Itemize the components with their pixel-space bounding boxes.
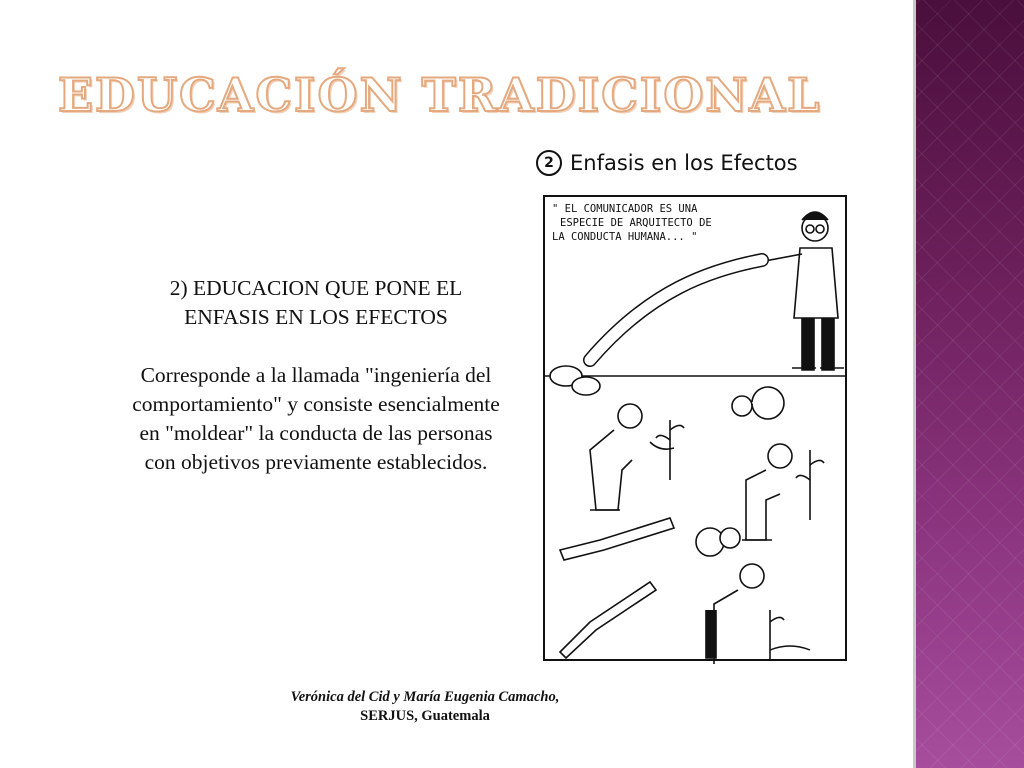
winding-arm (590, 260, 762, 360)
body-heading-line-2: ENFASIS EN LOS EFECTOS (184, 305, 448, 329)
cartoon-drawing (530, 190, 860, 670)
man-figure-icon (760, 212, 844, 370)
cartoon-quote-line-3: LA CONDUCTA HUMANA... " (552, 231, 698, 243)
cartoon-heading-text: Enfasis en los Efectos (570, 151, 798, 175)
body-paragraph-line-2: comportamiento" y consiste esencialmente (132, 392, 500, 416)
body-heading-line-1: 2) EDUCACION QUE PONE EL (169, 276, 463, 300)
cartoon-heading (530, 150, 866, 176)
cartoon-illustration (530, 150, 860, 670)
body-paragraph-line-4: con objetivos previamente establecidos. (144, 450, 488, 474)
worker-figure-3-icon (696, 528, 784, 664)
ground-line (770, 646, 810, 650)
body-paragraph-line-1: Corresponde a la llamada "ingeniería del (140, 363, 492, 387)
decorative-side-band (913, 0, 1024, 768)
caption-line-2: SERJUS, Guatemala (360, 708, 490, 724)
body-paragraph-line-3: en "moldear" la conducta de las personas (139, 421, 493, 445)
cartoon-quote-line-1: " EL COMUNICADOR ES UNA (552, 203, 698, 215)
caption-line-1: Verónica del Cid y María Eugenia Camacho, (290, 689, 560, 705)
worker-figure-2-icon (732, 387, 824, 540)
slide-body-text (88, 274, 544, 477)
slide-caption (260, 688, 590, 726)
shovel-icon (560, 518, 674, 658)
windup-key-icon (550, 366, 600, 395)
slide-title: EDUCACIÓN TRADICIONAL (58, 68, 822, 122)
worker-figure-1-icon (590, 404, 684, 510)
cartoon-number-badge: 2 (536, 150, 562, 176)
cartoon-quote-line-2: ESPECIE DE ARQUITECTO DE (560, 217, 712, 229)
